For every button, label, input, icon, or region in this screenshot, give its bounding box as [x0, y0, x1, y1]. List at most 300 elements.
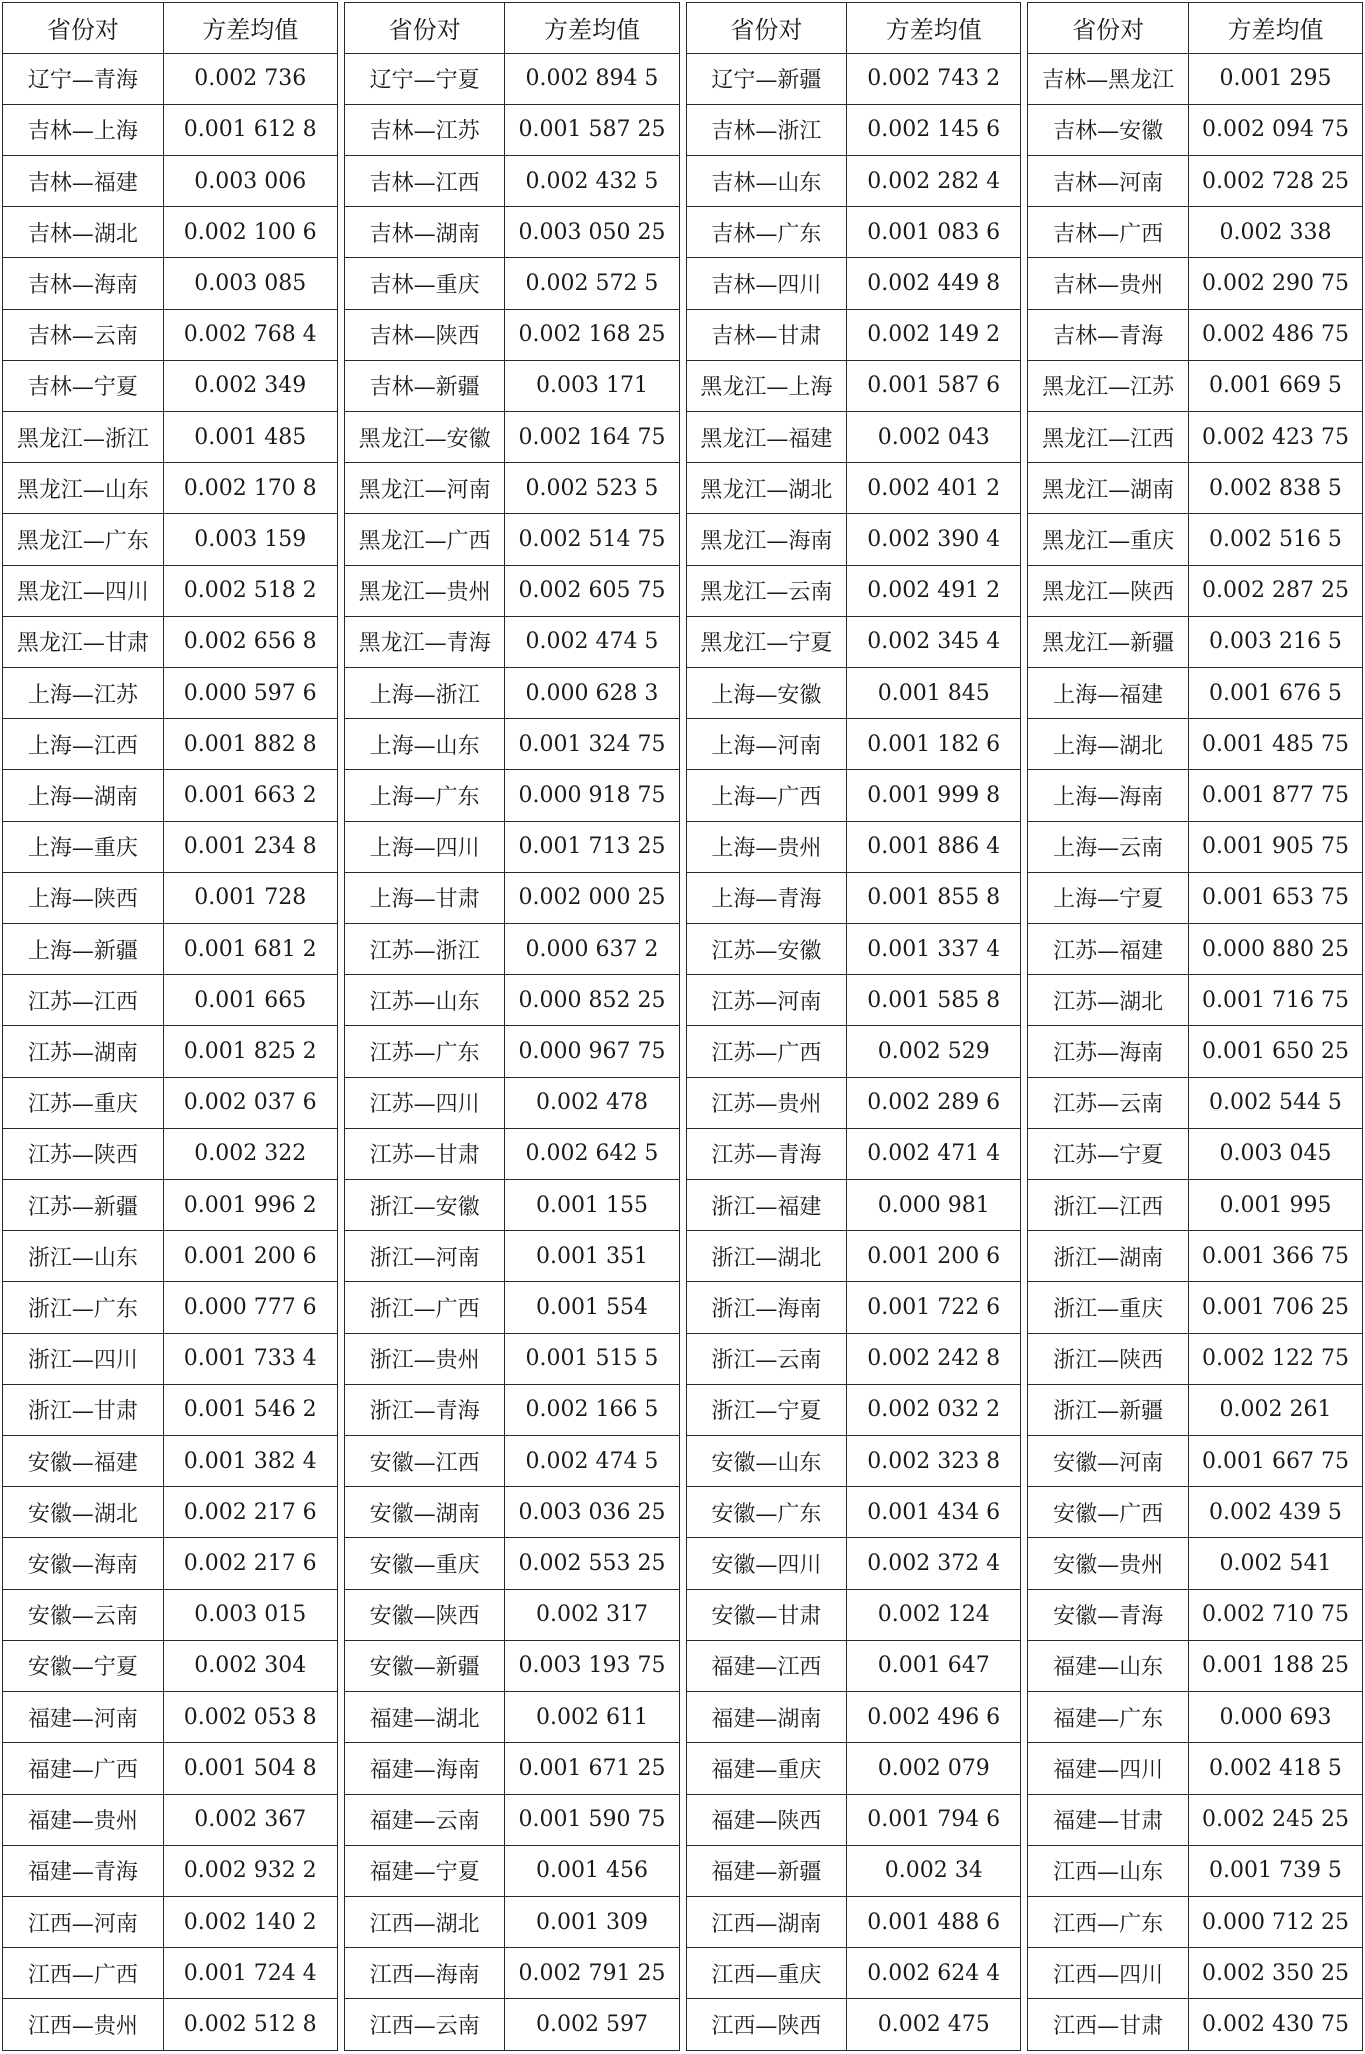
variance-mean-cell: 0.002 529: [847, 1026, 1021, 1077]
table-row: [3, 1999, 338, 2051]
variance-mean-cell: 0.002 079: [847, 1743, 1021, 1794]
variance-mean-cell: 0.002 145 6: [847, 104, 1021, 155]
variance-mean-cell: 0.002 475: [847, 1999, 1021, 2051]
province-pair-cell: 上海—青海: [686, 872, 847, 923]
table-row: [344, 1128, 679, 1179]
table-row: [1028, 872, 1363, 923]
province-pair-cell: 黑龙江—江西: [1028, 412, 1189, 463]
variance-mean-cell: 0.001 877 75: [1188, 770, 1362, 821]
variance-mean-cell: 0.002 34: [847, 1845, 1021, 1896]
province-pair-cell: 黑龙江—新疆: [1028, 616, 1189, 667]
variance-mean-cell: 0.002 345 4: [847, 616, 1021, 667]
variance-mean-cell: 0.002 514 75: [505, 514, 679, 565]
variance-mean-cell: 0.001 995: [1188, 1180, 1362, 1231]
variance-mean-cell: 0.002 217 6: [163, 1538, 337, 1589]
variance-mean-cell: 0.002 471 4: [847, 1128, 1021, 1179]
province-pair-cell: 吉林—青海: [1028, 309, 1189, 360]
variance-mean-cell: 0.001 713 25: [505, 821, 679, 872]
province-pair-cell: 黑龙江—重庆: [1028, 514, 1189, 565]
table-panel-3: [686, 2, 1022, 2051]
table-row: [344, 207, 679, 258]
province-pair-cell: 安徽—江西: [344, 1436, 505, 1487]
province-pair-cell: 浙江—湖南: [1028, 1231, 1189, 1282]
table-row: [686, 53, 1021, 104]
table-row: [686, 1180, 1021, 1231]
table-row: [3, 514, 338, 565]
variance-mean-cell: 0.002 149 2: [847, 309, 1021, 360]
table-row: [1028, 770, 1363, 821]
province-pair-cell: 吉林—广东: [686, 207, 847, 258]
province-pair-cell: 江西—广西: [3, 1948, 164, 1999]
variance-mean-cell: 0.001 504 8: [163, 1743, 337, 1794]
variance-mean-cell: 0.002 605 75: [505, 565, 679, 616]
table-row: [1028, 616, 1363, 667]
province-pair-cell: 浙江—新疆: [1028, 1384, 1189, 1435]
table-row: [686, 1692, 1021, 1743]
province-pair-cell: 江苏—新疆: [3, 1180, 164, 1231]
variance-mean-cell: 0.002 170 8: [163, 463, 337, 514]
variance-mean-cell: 0.001 653 75: [1188, 872, 1362, 923]
province-pair-cell: 福建—河南: [3, 1692, 164, 1743]
table-row: [1028, 1589, 1363, 1640]
variance-mean-cell: 0.002 372 4: [847, 1538, 1021, 1589]
table-row: [344, 1948, 679, 1999]
variance-mean-cell: 0.001 716 75: [1188, 975, 1362, 1026]
variance-mean-cell: 0.000 918 75: [505, 770, 679, 821]
table-row: [344, 1231, 679, 1282]
province-pair-cell: 江西—湖北: [344, 1896, 505, 1947]
variance-mean-cell: 0.001 587 25: [505, 104, 679, 155]
table-row: [1028, 258, 1363, 309]
province-pair-cell: 黑龙江—湖南: [1028, 463, 1189, 514]
table-row: [3, 1231, 338, 1282]
variance-mean-cell: 0.001 456: [505, 1845, 679, 1896]
table-row: [344, 258, 679, 309]
variance-mean-cell: 0.002 245 25: [1188, 1794, 1362, 1845]
table-row: [3, 1640, 338, 1691]
table-row: [686, 514, 1021, 565]
table-row: [344, 412, 679, 463]
variance-mean-cell: 0.002 217 6: [163, 1487, 337, 1538]
province-pair-cell: 福建—陕西: [686, 1794, 847, 1845]
province-pair-cell: 吉林—陕西: [344, 309, 505, 360]
province-pair-cell: 浙江—宁夏: [686, 1384, 847, 1435]
table-row: [3, 1180, 338, 1231]
table-row: [344, 514, 679, 565]
province-pair-cell: 福建—甘肃: [1028, 1794, 1189, 1845]
table-row: [1028, 565, 1363, 616]
table-row: [686, 258, 1021, 309]
province-pair-cell: 安徽—青海: [1028, 1589, 1189, 1640]
variance-mean-cell: 0.001 488 6: [847, 1896, 1021, 1947]
province-pair-cell: 浙江—河南: [344, 1231, 505, 1282]
province-pair-cell: 江苏—河南: [686, 975, 847, 1026]
table-row: [3, 412, 338, 463]
province-pair-cell: 江西—陕西: [686, 1999, 847, 2051]
province-pair-cell: 黑龙江—上海: [686, 360, 847, 411]
province-pair-cell: 安徽—山东: [686, 1436, 847, 1487]
table-row: [1028, 514, 1363, 565]
variance-mean-cell: 0.001 485: [163, 412, 337, 463]
province-pair-cell: 吉林—宁夏: [3, 360, 164, 411]
variance-mean-cell: 0.002 768 4: [163, 309, 337, 360]
table-row: [344, 1180, 679, 1231]
variance-mean-cell: 0.002 544 5: [1188, 1077, 1362, 1128]
header-province-pair: 省份对: [344, 3, 505, 54]
table-row: [3, 1794, 338, 1845]
variance-mean-cell: 0.002 418 5: [1188, 1743, 1362, 1794]
province-pair-cell: 江苏—贵州: [686, 1077, 847, 1128]
variance-mean-cell: 0.001 546 2: [163, 1384, 337, 1435]
variance-mean-cell: 0.002 553 25: [505, 1538, 679, 1589]
variance-mean-cell: 0.002 624 4: [847, 1948, 1021, 1999]
variance-mean-cell: 0.000 597 6: [163, 668, 337, 719]
province-pair-cell: 江苏—宁夏: [1028, 1128, 1189, 1179]
variance-mean-cell: 0.001 681 2: [163, 924, 337, 975]
table-row: [3, 770, 338, 821]
province-pair-cell: 黑龙江—贵州: [344, 565, 505, 616]
province-pair-cell: 吉林—甘肃: [686, 309, 847, 360]
variance-mean-cell: 0.002 572 5: [505, 258, 679, 309]
variance-mean-cell: 0.001 200 6: [847, 1231, 1021, 1282]
province-pair-cell: 上海—江西: [3, 719, 164, 770]
table-row: [686, 821, 1021, 872]
table-panel-2: [344, 2, 680, 2051]
province-pair-cell: 江苏—重庆: [3, 1077, 164, 1128]
province-pair-cell: 黑龙江—河南: [344, 463, 505, 514]
table-row: [1028, 1487, 1363, 1538]
table-row: [344, 104, 679, 155]
table-row: [344, 924, 679, 975]
province-pair-cell: 浙江—陕西: [1028, 1333, 1189, 1384]
table-row: [3, 1948, 338, 1999]
province-pair-cell: 福建—湖南: [686, 1692, 847, 1743]
variance-mean-cell: 0.001 324 75: [505, 719, 679, 770]
variance-mean-cell: 0.001 665: [163, 975, 337, 1026]
province-pair-cell: 吉林—贵州: [1028, 258, 1189, 309]
table-row: [1028, 1692, 1363, 1743]
province-pair-cell: 江苏—四川: [344, 1077, 505, 1128]
variance-mean-cell: 0.002 043: [847, 412, 1021, 463]
variance-mean-cell: 0.002 611: [505, 1692, 679, 1743]
province-pair-cell: 吉林—上海: [3, 104, 164, 155]
table-row: [344, 463, 679, 514]
province-pair-cell: 吉林—黑龙江: [1028, 53, 1189, 104]
table-row: [686, 1077, 1021, 1128]
table-row: [1028, 156, 1363, 207]
province-pair-cell: 福建—贵州: [3, 1794, 164, 1845]
variance-mean-cell: 0.002 289 6: [847, 1077, 1021, 1128]
table-row: [3, 463, 338, 514]
table-row: [344, 1282, 679, 1333]
variance-mean-cell: 0.002 166 5: [505, 1384, 679, 1435]
table-row: [1028, 1640, 1363, 1691]
variance-mean-cell: 0.001 663 2: [163, 770, 337, 821]
table-row: [1028, 1794, 1363, 1845]
province-pair-cell: 江苏—湖南: [3, 1026, 164, 1077]
table-row: [686, 1845, 1021, 1896]
header-row: [3, 3, 338, 54]
variance-mean-cell: 0.002 322: [163, 1128, 337, 1179]
table-row: [3, 1589, 338, 1640]
province-pair-cell: 江西—山东: [1028, 1845, 1189, 1896]
table-row: [686, 1384, 1021, 1435]
variance-mean-cell: 0.001 999 8: [847, 770, 1021, 821]
variance-mean-cell: 0.001 825 2: [163, 1026, 337, 1077]
table-row: [3, 975, 338, 1026]
table-row: [686, 1282, 1021, 1333]
province-pair-cell: 福建—江西: [686, 1640, 847, 1691]
variance-mean-cell: 0.002 100 6: [163, 207, 337, 258]
variance-mean-cell: 0.002 838 5: [1188, 463, 1362, 514]
variance-mean-cell: 0.002 053 8: [163, 1692, 337, 1743]
province-pair-cell: 上海—甘肃: [344, 872, 505, 923]
table-row: [3, 258, 338, 309]
province-pair-cell: 上海—新疆: [3, 924, 164, 975]
table-row: [3, 719, 338, 770]
province-pair-cell: 安徽—重庆: [344, 1538, 505, 1589]
province-pair-cell: 吉林—湖南: [344, 207, 505, 258]
province-pair-cell: 吉林—福建: [3, 156, 164, 207]
province-pair-cell: 黑龙江—山东: [3, 463, 164, 514]
variance-mean-cell: 0.001 337 4: [847, 924, 1021, 975]
table-row: [3, 1436, 338, 1487]
table-row: [3, 1333, 338, 1384]
variance-mean-cell: 0.001 585 8: [847, 975, 1021, 1026]
province-pair-cell: 福建—新疆: [686, 1845, 847, 1896]
table-row: [344, 668, 679, 719]
province-pair-cell: 上海—湖北: [1028, 719, 1189, 770]
header-variance-mean: 方差均值: [505, 3, 679, 54]
table-row: [686, 1231, 1021, 1282]
province-pair-cell: 吉林—广西: [1028, 207, 1189, 258]
table-row: [686, 668, 1021, 719]
variance-mean-cell: 0.001 650 25: [1188, 1026, 1362, 1077]
province-pair-cell: 江苏—甘肃: [344, 1128, 505, 1179]
province-pair-cell: 上海—海南: [1028, 770, 1189, 821]
table-row: [1028, 1538, 1363, 1589]
province-pair-cell: 江西—四川: [1028, 1948, 1189, 1999]
province-pair-cell: 浙江—广东: [3, 1282, 164, 1333]
table-row: [1028, 309, 1363, 360]
variance-mean-cell: 0.001 882 8: [163, 719, 337, 770]
table-row: [1028, 463, 1363, 514]
province-pair-cell: 福建—湖北: [344, 1692, 505, 1743]
variance-mean-cell: 0.000 637 2: [505, 924, 679, 975]
province-pair-cell: 吉林—海南: [3, 258, 164, 309]
table-row: [3, 1077, 338, 1128]
variance-mean-cell: 0.002 032 2: [847, 1384, 1021, 1435]
variance-mean-cell: 0.001 182 6: [847, 719, 1021, 770]
table-row: [686, 360, 1021, 411]
variance-mean-cell: 0.001 739 5: [1188, 1845, 1362, 1896]
table-row: [686, 1487, 1021, 1538]
province-pair-cell: 安徽—陕西: [344, 1589, 505, 1640]
variance-mean-cell: 0.003 216 5: [1188, 616, 1362, 667]
province-pair-cell: 上海—广西: [686, 770, 847, 821]
variance-mean-cell: 0.001 794 6: [847, 1794, 1021, 1845]
province-pair-cell: 江苏—云南: [1028, 1077, 1189, 1128]
variance-mean-cell: 0.001 295: [1188, 53, 1362, 104]
variance-mean-cell: 0.002 512 8: [163, 1999, 337, 2051]
province-pair-cell: 江苏—广东: [344, 1026, 505, 1077]
table-row: [344, 616, 679, 667]
variance-mean-cell: 0.002 401 2: [847, 463, 1021, 514]
province-pair-cell: 上海—湖南: [3, 770, 164, 821]
variance-mean-cell: 0.002 000 25: [505, 872, 679, 923]
variance-mean-cell: 0.001 612 8: [163, 104, 337, 155]
province-pair-cell: 江西—甘肃: [1028, 1999, 1189, 2051]
table-row: [1028, 1999, 1363, 2051]
variance-mean-cell: 0.000 967 75: [505, 1026, 679, 1077]
variance-mean-cell: 0.002 728 25: [1188, 156, 1362, 207]
table-row: [3, 1026, 338, 1077]
table-row: [1028, 924, 1363, 975]
variance-mean-cell: 0.003 006: [163, 156, 337, 207]
province-pair-cell: 江苏—海南: [1028, 1026, 1189, 1077]
table-row: [344, 1026, 679, 1077]
variance-mean-cell: 0.001 669 5: [1188, 360, 1362, 411]
province-pair-cell: 上海—福建: [1028, 668, 1189, 719]
variance-mean-cell: 0.002 350 25: [1188, 1948, 1362, 1999]
province-pair-cell: 吉林—浙江: [686, 104, 847, 155]
province-pair-cell: 福建—海南: [344, 1743, 505, 1794]
table-row: [686, 719, 1021, 770]
province-pair-cell: 上海—贵州: [686, 821, 847, 872]
table-row: [344, 975, 679, 1026]
table-row: [686, 872, 1021, 923]
variance-mean-cell: 0.000 981: [847, 1180, 1021, 1231]
province-pair-cell: 江西—云南: [344, 1999, 505, 2051]
variance-mean-cell: 0.002 597: [505, 1999, 679, 2051]
variance-mean-cell: 0.001 309: [505, 1896, 679, 1947]
variance-mean-cell: 0.001 366 75: [1188, 1231, 1362, 1282]
variance-mean-cell: 0.003 085: [163, 258, 337, 309]
province-pair-cell: 上海—广东: [344, 770, 505, 821]
province-pair-cell: 上海—四川: [344, 821, 505, 872]
variance-mean-cell: 0.001 886 4: [847, 821, 1021, 872]
variance-mean-cell: 0.001 515 5: [505, 1333, 679, 1384]
variance-mean-cell: 0.002 932 2: [163, 1845, 337, 1896]
variance-mean-cell: 0.002 338: [1188, 207, 1362, 258]
province-pair-cell: 上海—陕西: [3, 872, 164, 923]
table-row: [686, 309, 1021, 360]
province-pair-cell: 吉林—安徽: [1028, 104, 1189, 155]
header-row: [344, 3, 679, 54]
table-row: [1028, 1180, 1363, 1231]
variance-mean-cell: 0.002 432 5: [505, 156, 679, 207]
province-pair-cell: 江西—河南: [3, 1896, 164, 1947]
variance-mean-cell: 0.002 894 5: [505, 53, 679, 104]
province-pair-cell: 黑龙江—海南: [686, 514, 847, 565]
variance-mean-cell: 0.001 855 8: [847, 872, 1021, 923]
table-row: [686, 1333, 1021, 1384]
variance-mean-cell: 0.002 304: [163, 1640, 337, 1691]
province-pair-cell: 吉林—山东: [686, 156, 847, 207]
variance-mean-cell: 0.002 486 75: [1188, 309, 1362, 360]
table-row: [3, 616, 338, 667]
header-row: [1028, 3, 1363, 54]
table-row: [1028, 360, 1363, 411]
province-pair-cell: 江苏—广西: [686, 1026, 847, 1077]
variance-mean-cell: 0.002 710 75: [1188, 1589, 1362, 1640]
header-province-pair: 省份对: [686, 3, 847, 54]
table-row: [686, 1794, 1021, 1845]
province-pair-cell: 黑龙江—广西: [344, 514, 505, 565]
province-pair-cell: 吉林—江西: [344, 156, 505, 207]
table-row: [344, 1589, 679, 1640]
table-row: [344, 770, 679, 821]
variance-mean-cell: 0.002 282 4: [847, 156, 1021, 207]
province-pair-cell: 黑龙江—青海: [344, 616, 505, 667]
table-row: [686, 1743, 1021, 1794]
variance-mean-cell: 0.002 164 75: [505, 412, 679, 463]
table-row: [1028, 1743, 1363, 1794]
province-pair-cell: 安徽—广西: [1028, 1487, 1189, 1538]
province-pair-cell: 浙江—云南: [686, 1333, 847, 1384]
table-row: [686, 156, 1021, 207]
province-pair-cell: 福建—广东: [1028, 1692, 1189, 1743]
table-row: [1028, 207, 1363, 258]
table-row: [344, 719, 679, 770]
table-row: [3, 872, 338, 923]
province-pair-cell: 安徽—云南: [3, 1589, 164, 1640]
table-row: [3, 668, 338, 719]
province-pair-cell: 浙江—湖北: [686, 1231, 847, 1282]
variance-mean-cell: 0.001 188 25: [1188, 1640, 1362, 1691]
province-pair-cell: 辽宁—新疆: [686, 53, 847, 104]
table-row: [1028, 668, 1363, 719]
province-pair-cell: 浙江—重庆: [1028, 1282, 1189, 1333]
province-pair-cell: 吉林—湖北: [3, 207, 164, 258]
table-row: [686, 924, 1021, 975]
table-row: [344, 821, 679, 872]
table-row: [3, 1487, 338, 1538]
province-pair-cell: 福建—云南: [344, 1794, 505, 1845]
variance-mean-cell: 0.001 587 6: [847, 360, 1021, 411]
variance-mean-cell: 0.002 541: [1188, 1538, 1362, 1589]
province-pair-cell: 上海—浙江: [344, 668, 505, 719]
variance-mean-cell: 0.002 287 25: [1188, 565, 1362, 616]
province-pair-cell: 江西—湖南: [686, 1896, 847, 1947]
province-pair-cell: 安徽—河南: [1028, 1436, 1189, 1487]
table-row: [1028, 1845, 1363, 1896]
variance-mean-cell: 0.002 474 5: [505, 1436, 679, 1487]
province-pair-cell: 上海—宁夏: [1028, 872, 1189, 923]
variance-mean-cell: 0.002 736: [163, 53, 337, 104]
table-row: [344, 1640, 679, 1691]
variance-mean-cell: 0.001 351: [505, 1231, 679, 1282]
table-row: [686, 616, 1021, 667]
province-pair-cell: 黑龙江—宁夏: [686, 616, 847, 667]
variance-mean-cell: 0.002 367: [163, 1794, 337, 1845]
province-pair-cell: 上海—云南: [1028, 821, 1189, 872]
variance-mean-cell: 0.002 518 2: [163, 565, 337, 616]
table-row: [686, 463, 1021, 514]
table-row: [1028, 412, 1363, 463]
table-row: [344, 1487, 679, 1538]
variance-mean-cell: 0.001 590 75: [505, 1794, 679, 1845]
table-row: [3, 565, 338, 616]
header-variance-mean: 方差均值: [847, 3, 1021, 54]
table-row: [3, 924, 338, 975]
table-row: [3, 360, 338, 411]
table-row: [344, 1794, 679, 1845]
table-row: [1028, 1436, 1363, 1487]
province-pair-cell: 辽宁—青海: [3, 53, 164, 104]
province-pair-cell: 浙江—福建: [686, 1180, 847, 1231]
table-row: [344, 1845, 679, 1896]
